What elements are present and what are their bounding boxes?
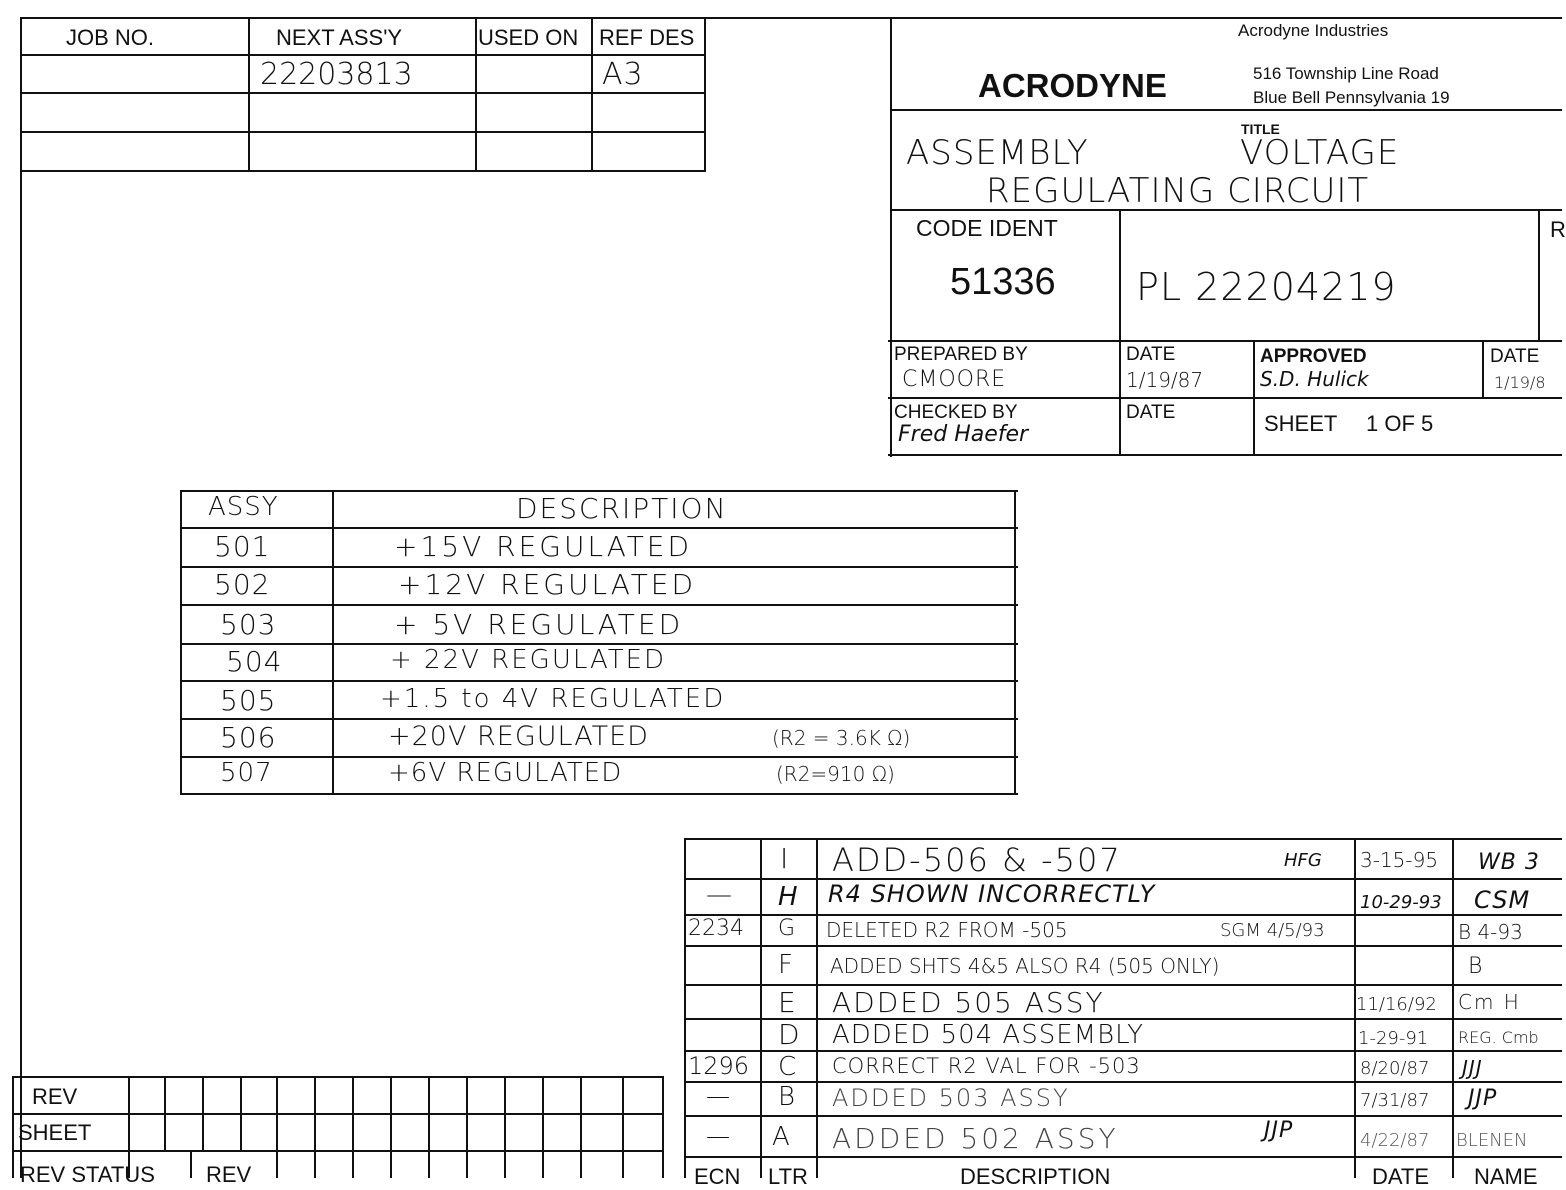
approved-date-value: 1/19/8 bbox=[1494, 373, 1546, 392]
assy-description: +1.5 to 4V REGULATED bbox=[380, 684, 726, 714]
revision-letter: A bbox=[772, 1122, 791, 1152]
ref-des-header: REF DES bbox=[599, 25, 695, 50]
assy-number: 505 bbox=[220, 684, 277, 717]
revision-ecn: — bbox=[706, 1082, 731, 1110]
assy-number: 507 bbox=[220, 758, 273, 788]
assy-number: 502 bbox=[214, 568, 271, 601]
assy-description: +15V REGULATED bbox=[394, 530, 693, 563]
title-line2: REGULATING CIRCUIT bbox=[986, 171, 1370, 211]
checked-by-label: CHECKED BY bbox=[894, 402, 1018, 423]
revision-ecn: — bbox=[706, 880, 733, 910]
revision-ecn: 1296 bbox=[688, 1052, 750, 1080]
next-assy-value: 22203813 bbox=[260, 57, 413, 92]
revision-letter: B bbox=[778, 1082, 797, 1112]
revision-date: 10-29-93 bbox=[1360, 892, 1442, 913]
assy-description: + 22V REGULATED bbox=[390, 645, 667, 675]
rev-status-label: REV STATUS bbox=[20, 1162, 155, 1187]
company-logo-text: ACRODYNE bbox=[978, 67, 1167, 104]
revision-initials: HFG bbox=[1284, 850, 1322, 871]
drawing-number: PL 22204219 bbox=[1136, 265, 1397, 309]
revision-name: BLENEN bbox=[1456, 1130, 1528, 1151]
revision-name: CSM bbox=[1474, 886, 1531, 914]
prepared-by-value: CMOORE bbox=[902, 367, 1007, 392]
approved-label: APPROVED bbox=[1260, 346, 1367, 367]
revision-letter: H bbox=[778, 882, 799, 912]
revision-name: Cm H bbox=[1458, 990, 1521, 1014]
revision-date: 7/31/87 bbox=[1360, 1090, 1430, 1111]
revision-name: B bbox=[1468, 954, 1484, 979]
assy-note: (R2 = 3.6K Ω) bbox=[772, 726, 911, 750]
prepared-date-value: 1/19/87 bbox=[1126, 368, 1204, 392]
revision-description: ADDED 502 ASSY bbox=[832, 1122, 1119, 1155]
title-block bbox=[888, 17, 1566, 457]
revision-date: 1-29-91 bbox=[1358, 1028, 1429, 1049]
revision-description: ADDED 503 ASSY bbox=[832, 1084, 1070, 1112]
revision-date: 8/20/87 bbox=[1360, 1058, 1430, 1079]
sheet-value: 1 OF 5 bbox=[1366, 411, 1434, 436]
checked-by-signature: Fred Haefer bbox=[898, 422, 1029, 447]
checked-date-label: DATE bbox=[1126, 402, 1176, 423]
revision-letter: D bbox=[778, 1018, 801, 1051]
revision-ecn: 2234 bbox=[688, 916, 744, 941]
ltr-column-header: LTR bbox=[768, 1164, 808, 1189]
prepared-date-label: DATE bbox=[1126, 344, 1176, 365]
assy-number: 504 bbox=[226, 645, 283, 678]
header-block bbox=[20, 17, 706, 175]
revision-letter: F bbox=[778, 950, 794, 980]
revision-name: WB 3 bbox=[1478, 850, 1540, 875]
ref-des-value: A3 bbox=[602, 57, 644, 92]
assy-number: 506 bbox=[220, 721, 277, 754]
ecn-column-header: ECN bbox=[694, 1164, 741, 1189]
sheet-row-label: SHEET bbox=[18, 1120, 92, 1145]
revision-letter: E bbox=[778, 986, 797, 1019]
title-label: TITLE bbox=[1241, 121, 1280, 137]
code-ident-value: 51336 bbox=[950, 261, 1056, 303]
used-on-header: USED ON bbox=[478, 25, 579, 50]
revision-name: JJP bbox=[1468, 1086, 1498, 1111]
approved-date-label: DATE bbox=[1490, 346, 1540, 367]
revision-name: REG. Cmb bbox=[1458, 1028, 1539, 1047]
name-column-header: NAME bbox=[1474, 1164, 1538, 1189]
rev-status-rev-label: REV bbox=[206, 1162, 252, 1187]
revision-description: R4 SHOWN INCORRECTLY bbox=[828, 880, 1156, 908]
description-column-header: DESCRIPTION bbox=[516, 492, 728, 525]
revision-description: ADDED 505 ASSY bbox=[832, 986, 1105, 1019]
rev-label-partial: R bbox=[1550, 217, 1566, 242]
title-line1-b: VOLTAGE bbox=[1240, 133, 1400, 173]
assy-description: +6V REGULATED bbox=[388, 758, 623, 788]
revision-name: B 4-93 bbox=[1458, 920, 1523, 944]
assy-number: 503 bbox=[220, 608, 277, 641]
title-line1-a: ASSEMBLY bbox=[906, 133, 1089, 173]
assembly-table bbox=[180, 490, 1018, 796]
revision-letter: I bbox=[780, 842, 790, 875]
approved-signature: S.D. Hulick bbox=[1260, 367, 1369, 391]
revision-description: ADDED SHTS 4&5 ALSO R4 (505 ONLY) bbox=[830, 954, 1220, 978]
revision-letter: G bbox=[778, 916, 797, 941]
job-number-header: JOB NO. bbox=[66, 25, 155, 50]
revision-initials: JJP bbox=[1264, 1118, 1294, 1143]
company-address-line1: 516 Township Line Road bbox=[1253, 64, 1439, 83]
revision-initials: SGM 4/5/93 bbox=[1220, 920, 1325, 941]
rev-status-grid bbox=[12, 1076, 664, 1187]
revision-description: ADD-506 & -507 bbox=[832, 841, 1122, 879]
revision-description: DELETED R2 FROM -505 bbox=[826, 918, 1068, 942]
revision-table bbox=[684, 838, 1562, 1189]
assy-description: +12V REGULATED bbox=[398, 568, 697, 601]
code-ident-label: CODE IDENT bbox=[916, 215, 1058, 241]
revision-date: 3-15-95 bbox=[1360, 848, 1439, 872]
rev-row-label: REV bbox=[32, 1084, 78, 1109]
assy-note: (R2=910 Ω) bbox=[776, 762, 895, 786]
revision-description: ADDED 504 ASSEMBLY bbox=[832, 1020, 1145, 1050]
description-column-footer: DESCRIPTION bbox=[960, 1164, 1111, 1189]
date-column-header: DATE bbox=[1372, 1164, 1430, 1189]
revision-description: CORRECT R2 VAL FOR -503 bbox=[832, 1054, 1141, 1078]
prepared-by-label: PREPARED BY bbox=[894, 344, 1028, 365]
assy-description: + 5V REGULATED bbox=[394, 608, 684, 641]
next-assy-header: NEXT ASS'Y bbox=[276, 25, 403, 50]
revision-date: 11/16/92 bbox=[1356, 994, 1437, 1015]
revision-letter: C bbox=[778, 1052, 798, 1082]
sheet-label: SHEET bbox=[1264, 411, 1338, 436]
assy-column-header: ASSY bbox=[208, 492, 279, 522]
left-border bbox=[20, 17, 22, 1178]
revision-date: 4/22/87 bbox=[1360, 1130, 1430, 1151]
company-address-line2: Blue Bell Pennsylvania 19 bbox=[1253, 88, 1450, 107]
assy-number: 501 bbox=[214, 530, 271, 563]
assy-description: +20V REGULATED bbox=[388, 721, 649, 752]
revision-name: JJJ bbox=[1462, 1056, 1483, 1080]
company-small-name: Acrodyne Industries bbox=[1238, 21, 1389, 40]
revision-ecn: — bbox=[706, 1122, 731, 1150]
